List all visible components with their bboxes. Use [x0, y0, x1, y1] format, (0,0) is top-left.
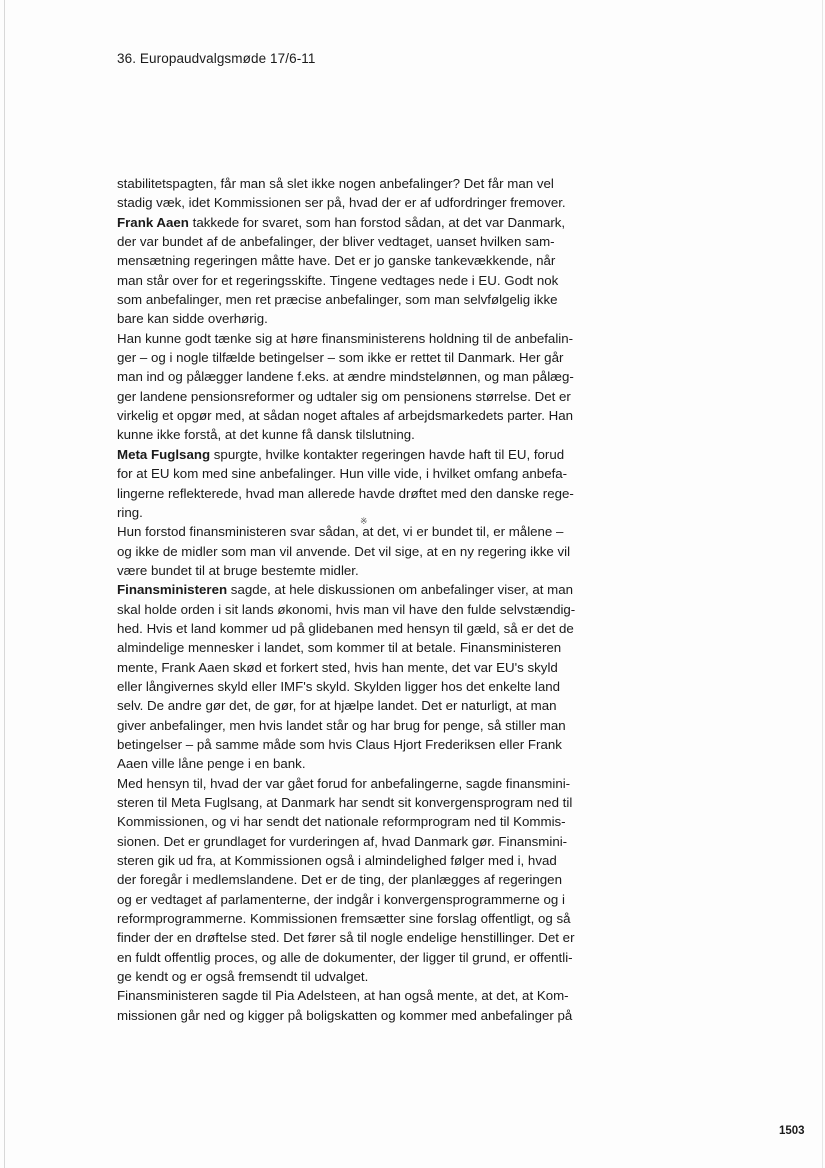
- line-text: steren til Meta Fuglsang, at Danmark har sendt sit konvergensprogram ned til: [117, 795, 573, 810]
- text-line: [117, 271, 607, 290]
- text-line: [117, 793, 607, 812]
- text-line: [117, 309, 607, 328]
- scan-right-edge: [822, 0, 823, 1168]
- line-text: steren gik ud fra, at Kommissionen også i almindelighed følger med i, hvad: [117, 853, 557, 869]
- line-text: finder der en drøftelse sted. Det fører så til nogle endelige henstillinger. Det er: [117, 930, 575, 946]
- line-text: betingelser – på samme måde som hvis Claus Hjort Frederiksen eller Frank: [117, 736, 562, 752]
- line-text: stabilitetspagten, får man så slet ikke nogen anbefalinger? Det får man vel: [117, 176, 554, 191]
- line-text: Aaen ville låne penge i en bank.: [117, 756, 306, 772]
- line-text: sagde, at hele diskussionen om anbefalinger viser, at man: [227, 582, 574, 598]
- text-line: [117, 367, 607, 386]
- line-text: hed. Hvis et land kommer ud på glidebanen med hensyn til gæld, så er det de: [117, 620, 574, 636]
- text-line: [117, 464, 607, 483]
- text-line: [117, 406, 607, 425]
- line-text: ger – og i nogle tilfælde betingelser – som ikke er rettet til Danmark. Her går: [117, 350, 564, 366]
- line-text: bare kan sidde overhørig.: [117, 311, 268, 327]
- line-text: ring.: [117, 504, 143, 520]
- line-text: missionen går ned og kigger på boligskatten og kommer med anbefalinger på: [117, 1007, 573, 1023]
- text-line: [117, 1006, 607, 1025]
- text-line: [117, 174, 607, 193]
- text-line: [117, 561, 607, 580]
- text-line: [117, 329, 607, 348]
- text-line: [117, 425, 607, 444]
- line-text: der var bundet af de anbefalinger, der bliver vedtaget, uanset hvilken sam-: [117, 234, 555, 250]
- speaker-name: Frank Aaen: [117, 214, 189, 230]
- scan-left-edge: [4, 0, 5, 1168]
- text-line: [117, 812, 607, 831]
- text-line: [117, 716, 607, 735]
- line-text: kunne ikke forstå, at det kunne få dansk tilslutning.: [117, 427, 415, 443]
- text-line: [117, 658, 607, 677]
- line-text: Hun forstod finansministeren svar sådan, at det, vi er bundet til, er målene –: [117, 524, 564, 540]
- line-text: en fuldt offentlig proces, og alle de dokumenter, der ligger til grund, er offentli-: [117, 949, 573, 965]
- scan-speck: ※: [360, 516, 368, 526]
- text-line: [117, 909, 607, 928]
- text-line: [117, 251, 607, 270]
- page-number: 1503: [779, 1125, 805, 1137]
- text-line: [117, 677, 607, 696]
- line-text: virkelig et opgør med, at sådan noget aftales af arbejdsmarkedets parter. Han: [117, 408, 574, 424]
- line-text: mensætning regeringen måtte have. Det er jo ganske tankevækkende, når: [117, 253, 556, 269]
- text-line: [117, 619, 607, 638]
- text-line: [117, 774, 607, 793]
- line-text: skal holde orden i sit lands økonomi, hvis man vil have den fulde selvstændig-: [117, 601, 576, 617]
- line-text: ge kendt og er også fremsendt til udvalget.: [117, 969, 369, 985]
- text-line: [117, 870, 607, 889]
- line-text: og ikke de midler som man vil anvende. Det vil sige, at en ny regering ikke vil: [117, 543, 571, 559]
- body-text: [117, 174, 607, 1025]
- line-text: Finansministeren sagde til Pia Adelsteen, at han også mente, at det, at Kom-: [117, 988, 569, 1004]
- speaker-name: Meta Fuglsang: [117, 446, 211, 462]
- line-text: som anbefalinger, men ret præcise anbefalinger, som man selvfølgelig ikke: [117, 292, 558, 308]
- line-text: Han kunne godt tænke sig at høre finansministerens holdning til de anbefalin-: [117, 330, 574, 346]
- line-text: spurgte, hvilke kontakter regeringen havde haft til EU, forud: [210, 446, 565, 462]
- line-text: ger landene pensionsreformer og udtaler sig om pensionens størrelse. Det er: [117, 388, 571, 404]
- text-line: [117, 232, 607, 251]
- text-line: [117, 213, 607, 232]
- line-text: man ind og pålægger landene f.eks. at ændre mindstelønnen, og man pålæg-: [117, 369, 574, 385]
- text-line: [117, 290, 607, 309]
- text-line: [117, 542, 607, 561]
- line-text: lingerne reflekterede, hvad man allerede havde drøftet med den danske rege-: [117, 485, 574, 501]
- line-text: eller långivernes skyld eller IMF's skyld. Skylden ligger hos det enkelte land: [117, 678, 561, 694]
- text-line: [117, 193, 607, 212]
- text-line: [117, 967, 607, 986]
- text-line: [117, 754, 607, 773]
- text-line: [117, 851, 607, 870]
- text-line: [117, 445, 607, 464]
- text-line: [117, 948, 607, 967]
- line-text: være bundet til at bruge bestemte midler.: [117, 562, 359, 578]
- line-text: Med hensyn til, hvad der var gået forud for anbefalingerne, sagde finansmini-: [117, 775, 571, 791]
- running-head: 36. Europaudvalgsmøde 17/6-11: [117, 51, 316, 66]
- text-line: [117, 890, 607, 909]
- speaker-name: Finansministeren: [117, 582, 228, 598]
- text-line: [117, 638, 607, 657]
- text-line: [117, 348, 607, 367]
- line-text: Kommissionen, og vi har sendt det nationale reformprogram ned til Kommis-: [117, 814, 566, 830]
- text-line: [117, 832, 607, 851]
- text-line: [117, 986, 607, 1005]
- line-text: takkede for svaret, som han forstod sådan, at det var Danmark,: [188, 214, 566, 230]
- line-text: og er vedtaget af parlamenterne, der indgår i konvergensprogrammerne og i: [117, 891, 565, 907]
- line-text: selv. De andre gør det, de gør, for at hjælpe landet. Det er naturligt, at man: [117, 698, 557, 714]
- line-text: man står over for et regeringsskifte. Tingene vedtages nede i EU. Godt nok: [117, 272, 559, 288]
- line-text: giver anbefalinger, men hvis landet står og har brug for penge, så stiller man: [117, 717, 566, 733]
- line-text: reformprogrammerne. Kommissionen fremsætter sine forslag offentligt, og så: [117, 911, 571, 927]
- text-line: [117, 484, 607, 503]
- text-line: [117, 387, 607, 406]
- line-text: stadig væk, idet Kommissionen ser på, hvad der er af udfordringer fremover.: [117, 195, 566, 211]
- text-line: [117, 580, 607, 599]
- line-text: der foregår i medlemslandene. Det er de ting, der planlægges af regeringen: [117, 872, 562, 888]
- line-text: sionen. Det er grundlaget for vurderingen af, hvad Danmark gør. Finansmini-: [117, 833, 568, 849]
- line-text: for at EU kom med sine anbefalinger. Hun ville vide, i hvilket omfang anbefa-: [117, 466, 568, 482]
- text-line: [117, 600, 607, 619]
- text-line: [117, 735, 607, 754]
- line-text: almindelige mennesker i landet, som kommer til at betale. Finansministeren: [117, 640, 562, 656]
- text-line: [117, 696, 607, 715]
- line-text: mente, Frank Aaen skød et forkert sted, hvis han mente, det var EU's skyld: [117, 659, 558, 675]
- text-line: [117, 928, 607, 947]
